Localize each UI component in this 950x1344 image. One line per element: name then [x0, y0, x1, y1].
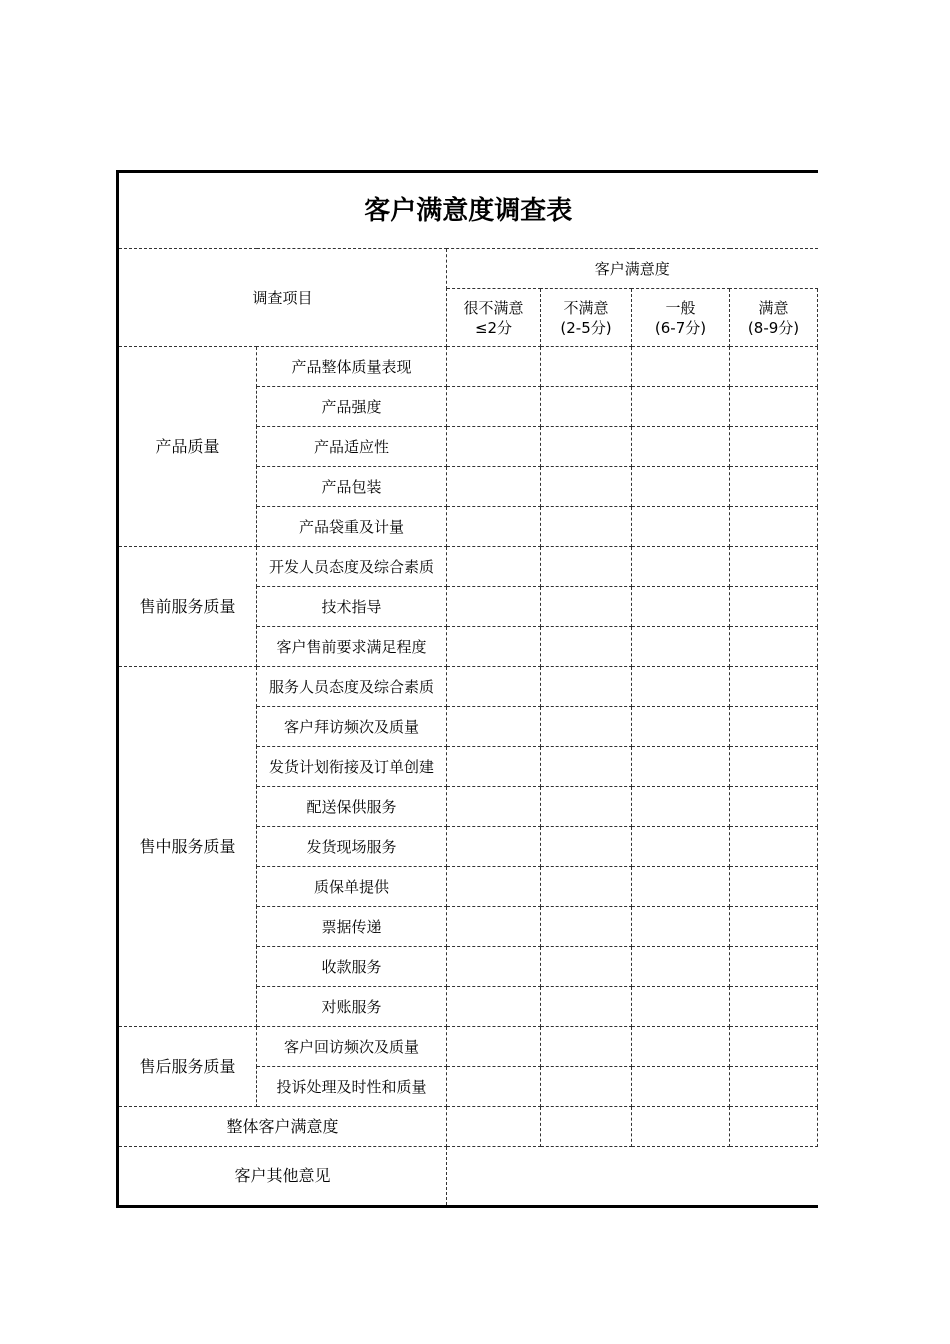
item-label: 产品强度	[257, 387, 447, 427]
rating-cell[interactable]	[632, 867, 730, 907]
rating-cell[interactable]	[541, 587, 632, 627]
rating-cell[interactable]	[541, 627, 632, 667]
rating-cell[interactable]	[447, 1107, 541, 1147]
rating-cell[interactable]	[632, 987, 730, 1027]
item-label: 对账服务	[257, 987, 447, 1027]
rating-cell[interactable]	[730, 707, 818, 747]
item-label: 开发人员态度及综合素质	[257, 547, 447, 587]
comments-input[interactable]	[447, 1147, 818, 1207]
rating-cell[interactable]	[730, 347, 818, 387]
rating-cell[interactable]	[632, 667, 730, 707]
rating-cell[interactable]	[632, 907, 730, 947]
table-row	[118, 347, 818, 387]
item-label: 服务人员态度及综合素质	[257, 667, 447, 707]
rating-cell[interactable]	[541, 947, 632, 987]
rating-cell[interactable]	[632, 427, 730, 467]
header-survey-item: 调查项目	[118, 249, 447, 347]
rating-cell[interactable]	[730, 1107, 818, 1147]
rating-cell[interactable]	[730, 467, 818, 507]
rating-cell[interactable]	[541, 347, 632, 387]
header-level-very-dissatisfied: 很不满意 ≤2分	[447, 289, 541, 347]
rating-cell[interactable]	[447, 987, 541, 1027]
rating-cell[interactable]	[632, 1107, 730, 1147]
rating-cell[interactable]	[541, 1027, 632, 1067]
rating-cell[interactable]	[541, 987, 632, 1027]
rating-cell[interactable]	[632, 707, 730, 747]
rating-cell[interactable]	[447, 667, 541, 707]
rating-cell[interactable]	[447, 1027, 541, 1067]
comments-row	[118, 1147, 818, 1207]
rating-cell[interactable]	[632, 947, 730, 987]
rating-cell[interactable]	[541, 827, 632, 867]
rating-cell[interactable]	[730, 627, 818, 667]
group-label: 产品质量	[118, 347, 257, 547]
rating-cell[interactable]	[730, 547, 818, 587]
rating-cell[interactable]	[730, 507, 818, 547]
group-label: 售后服务质量	[118, 1027, 257, 1107]
item-label: 产品袋重及计量	[257, 507, 447, 547]
rating-cell[interactable]	[730, 587, 818, 627]
item-label: 技术指导	[257, 587, 447, 627]
rating-cell[interactable]	[730, 787, 818, 827]
item-label: 投诉处理及时性和质量	[257, 1067, 447, 1107]
rating-cell[interactable]	[632, 747, 730, 787]
rating-cell[interactable]	[632, 507, 730, 547]
item-label: 质保单提供	[257, 867, 447, 907]
header-satisfaction: 客户满意度	[447, 249, 818, 289]
rating-cell[interactable]	[730, 947, 818, 987]
rating-cell[interactable]	[632, 827, 730, 867]
overall-label: 整体客户满意度	[118, 1107, 447, 1147]
rating-cell[interactable]	[730, 1027, 818, 1067]
rating-cell[interactable]	[447, 387, 541, 427]
page-title: 客户满意度调查表	[118, 172, 818, 249]
rating-cell[interactable]	[541, 867, 632, 907]
item-label: 产品包装	[257, 467, 447, 507]
rating-cell[interactable]	[541, 1067, 632, 1107]
rating-cell[interactable]	[541, 387, 632, 427]
rating-cell[interactable]	[730, 867, 818, 907]
table-row	[118, 547, 818, 587]
rating-cell[interactable]	[447, 787, 541, 827]
rating-cell[interactable]	[447, 947, 541, 987]
rating-cell[interactable]	[632, 1027, 730, 1067]
rating-cell[interactable]	[541, 747, 632, 787]
header-level-dissatisfied: 不满意 (2-5分)	[541, 289, 632, 347]
table-row	[118, 1027, 818, 1067]
item-label: 发货现场服务	[257, 827, 447, 867]
item-label: 票据传递	[257, 907, 447, 947]
rating-cell[interactable]	[447, 427, 541, 467]
rating-cell[interactable]	[541, 547, 632, 587]
header-level-satisfied: 满意 (8-9分)	[730, 289, 818, 347]
rating-cell[interactable]	[447, 627, 541, 667]
rating-cell[interactable]	[541, 707, 632, 747]
rating-cell[interactable]	[447, 907, 541, 947]
rating-cell[interactable]	[730, 387, 818, 427]
item-label: 配送保供服务	[257, 787, 447, 827]
group-label: 售前服务质量	[118, 547, 257, 667]
rating-cell[interactable]	[730, 827, 818, 867]
item-label: 客户回访频次及质量	[257, 1027, 447, 1067]
rating-cell[interactable]	[632, 627, 730, 667]
rating-cell[interactable]	[541, 907, 632, 947]
item-label: 产品整体质量表现	[257, 347, 447, 387]
rating-cell[interactable]	[541, 787, 632, 827]
item-label: 产品适应性	[257, 427, 447, 467]
rating-cell[interactable]	[447, 547, 541, 587]
rating-cell[interactable]	[730, 1067, 818, 1107]
rating-cell[interactable]	[447, 467, 541, 507]
rating-cell[interactable]	[632, 347, 730, 387]
rating-cell[interactable]	[632, 587, 730, 627]
header-level-neutral: 一般 (6-7分)	[632, 289, 730, 347]
rating-cell[interactable]	[447, 347, 541, 387]
rating-cell[interactable]	[632, 467, 730, 507]
group-label: 售中服务质量	[118, 667, 257, 1027]
rating-cell[interactable]	[541, 667, 632, 707]
rating-cell[interactable]	[730, 907, 818, 947]
rating-cell[interactable]	[447, 747, 541, 787]
rating-cell[interactable]	[541, 467, 632, 507]
rating-cell[interactable]	[730, 667, 818, 707]
rating-cell[interactable]	[632, 547, 730, 587]
rating-cell[interactable]	[541, 427, 632, 467]
item-label: 收款服务	[257, 947, 447, 987]
rating-cell[interactable]	[541, 507, 632, 547]
rating-cell[interactable]	[447, 707, 541, 747]
rating-cell[interactable]	[730, 987, 818, 1027]
item-label: 客户售前要求满足程度	[257, 627, 447, 667]
comments-label: 客户其他意见	[118, 1147, 447, 1207]
rating-cell[interactable]	[541, 1107, 632, 1147]
rating-cell[interactable]	[447, 1067, 541, 1107]
rating-cell[interactable]	[632, 1067, 730, 1107]
rating-cell[interactable]	[730, 427, 818, 467]
survey-table	[116, 170, 818, 1208]
rating-cell[interactable]	[447, 587, 541, 627]
item-label: 发货计划衔接及订单创建	[257, 747, 447, 787]
rating-cell[interactable]	[447, 507, 541, 547]
rating-cell[interactable]	[447, 827, 541, 867]
rating-cell[interactable]	[632, 387, 730, 427]
rating-cell[interactable]	[730, 747, 818, 787]
item-label: 客户拜访频次及质量	[257, 707, 447, 747]
rating-cell[interactable]	[447, 867, 541, 907]
table-row	[118, 667, 818, 707]
overall-row	[118, 1107, 818, 1147]
rating-cell[interactable]	[632, 787, 730, 827]
